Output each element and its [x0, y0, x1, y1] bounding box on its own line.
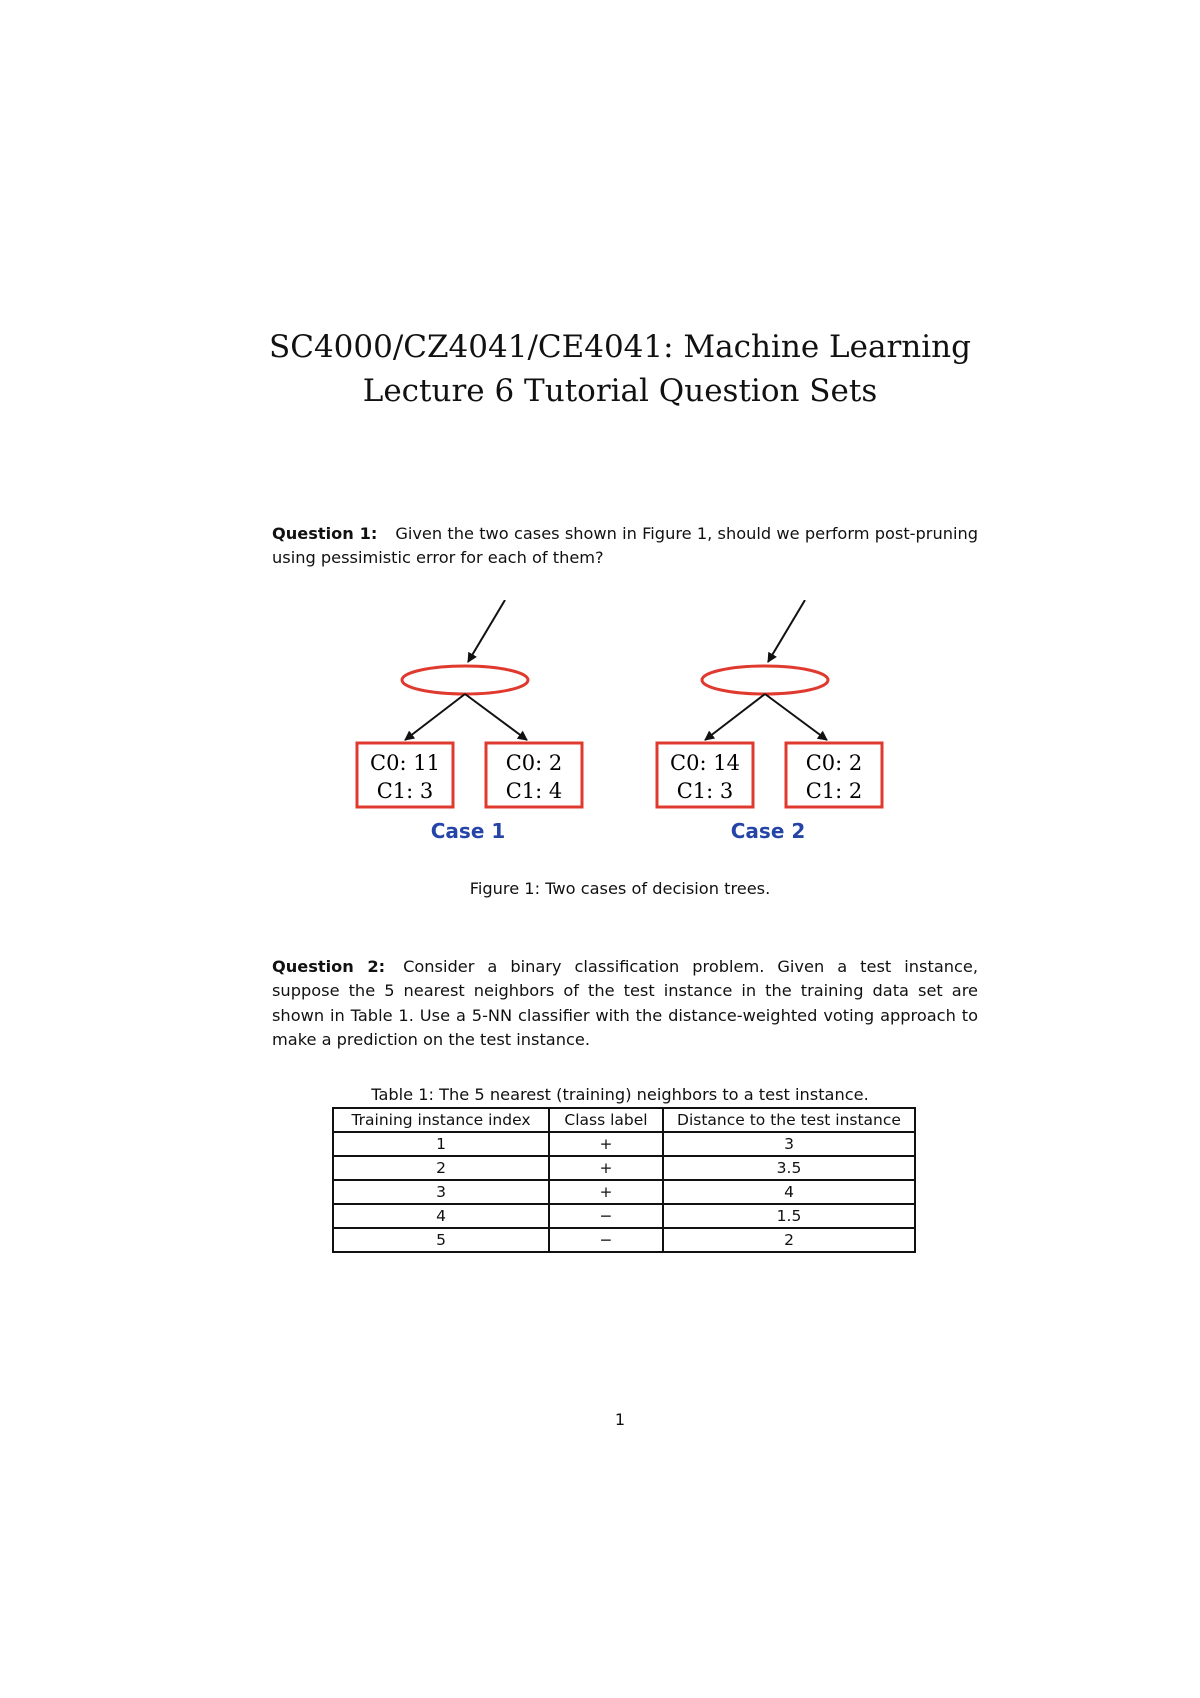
cell-index: 2 — [333, 1156, 549, 1180]
table-row — [333, 1180, 915, 1204]
case-2-incoming-arrow — [768, 600, 805, 662]
cell-distance: 3 — [663, 1132, 915, 1156]
header-training-instance-index: Training instance index — [333, 1108, 549, 1132]
cell-class-label: + — [549, 1180, 663, 1204]
case-2-right-leaf-c1: C1: 2 — [805, 779, 863, 803]
table-row — [333, 1228, 915, 1252]
cell-class-label: − — [549, 1204, 663, 1228]
document-title: SC4000/CZ4041/CE4041: Machine Learning — [269, 329, 971, 365]
figure-1-decision-trees — [350, 600, 910, 850]
header-class-label: Class label — [549, 1108, 663, 1132]
cell-distance: 3.5 — [663, 1156, 915, 1180]
case-2-left-leaf-c1: C1: 3 — [676, 779, 734, 803]
case-1-right-leaf-c1: C1: 4 — [505, 779, 563, 803]
case-2-right-branch-arrow — [765, 694, 827, 740]
cell-index: 3 — [333, 1180, 549, 1204]
header-distance: Distance to the test instance — [663, 1108, 915, 1132]
case-1-root-node — [402, 666, 528, 694]
cell-distance: 4 — [663, 1180, 915, 1204]
table-header-row — [333, 1108, 915, 1132]
question-2-label: Question 2: — [272, 957, 386, 976]
question-2 — [272, 955, 978, 1052]
case-2-left-leaf-c0: C0: 14 — [670, 751, 740, 775]
case-1-left-leaf-c1: C1: 3 — [376, 779, 434, 803]
case-2-tree — [657, 600, 882, 843]
question-2-text: Consider a binary classification problem. Given a test instance, suppose the 5 nearest neighbors of the test instance in the training data set are shown in Table 1. Use a 5-NN classifier with the distance-weighted voting approach to make a prediction on the test instance. — [272, 957, 979, 1049]
table-row — [333, 1204, 915, 1228]
case-1-left-leaf-c0: C0: 11 — [370, 751, 440, 775]
cell-class-label: + — [549, 1132, 663, 1156]
question-1-label: Question 1: — [272, 524, 378, 543]
cell-index: 1 — [333, 1132, 549, 1156]
document-subtitle: Lecture 6 Tutorial Question Sets — [362, 373, 878, 409]
table-1-nearest-neighbors — [332, 1107, 916, 1253]
cell-index: 5 — [333, 1228, 549, 1252]
case-2-left-branch-arrow — [705, 694, 765, 740]
cell-index: 4 — [333, 1204, 549, 1228]
table-row — [333, 1132, 915, 1156]
figure-1-caption: Figure 1: Two cases of decision trees. — [469, 879, 771, 898]
case-2-right-leaf-c0: C0: 2 — [805, 751, 863, 775]
case-1-right-leaf-c0: C0: 2 — [505, 751, 563, 775]
case-2-root-node — [702, 666, 828, 694]
page-number: 1 — [614, 1410, 626, 1429]
case-1-right-branch-arrow — [465, 694, 527, 740]
case-1-tree — [357, 600, 582, 843]
cell-class-label: − — [549, 1228, 663, 1252]
question-1 — [272, 522, 978, 571]
cell-distance: 2 — [663, 1228, 915, 1252]
cell-class-label: + — [549, 1156, 663, 1180]
question-1-text: Given the two cases shown in Figure 1, should we perform post-pruning using pessimistic error for each of them? — [272, 524, 979, 568]
case-2-label: Case 2 — [730, 819, 806, 843]
case-1-incoming-arrow — [468, 600, 505, 662]
case-1-left-branch-arrow — [405, 694, 465, 740]
case-1-label: Case 1 — [430, 819, 506, 843]
cell-distance: 1.5 — [663, 1204, 915, 1228]
table-row — [333, 1156, 915, 1180]
table-1-caption: Table 1: The 5 nearest (training) neighbors to a test instance. — [371, 1085, 869, 1104]
